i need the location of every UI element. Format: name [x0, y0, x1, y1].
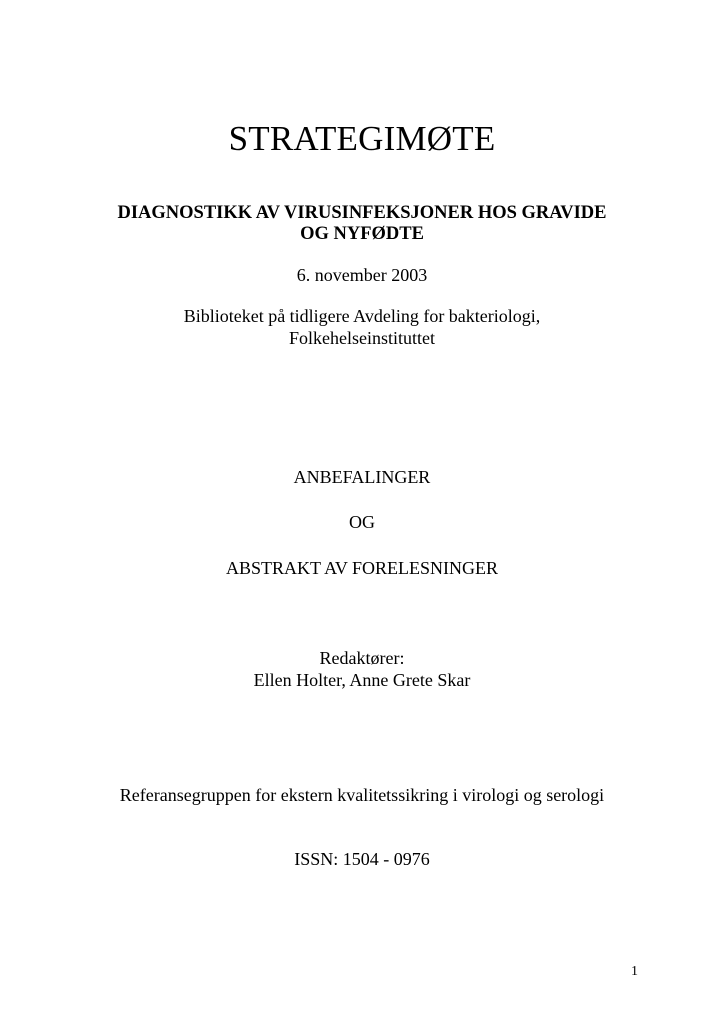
editors-label: Redaktører:: [319, 648, 405, 668]
recommendations-heading: ANBEFALINGER: [293, 467, 431, 487]
issn-number: ISSN: 1504 - 0976: [294, 849, 430, 869]
meeting-date: 6. november 2003: [296, 265, 428, 285]
editors-names: Ellen Holter, Anne Grete Skar: [253, 670, 471, 690]
conjunction-text: OG: [349, 512, 375, 532]
page-number: 1: [631, 964, 638, 979]
document-title: STRATEGIMØTE: [228, 119, 496, 158]
location-line-2: Folkehelseinstituttet: [289, 328, 435, 348]
subtitle-line-1: DIAGNOSTIKK AV VIRUSINFEKSJONER HOS GRAVIDE: [117, 203, 607, 223]
location-line-1: Biblioteket på tidligere Avdeling for bakteriologi,: [183, 306, 541, 326]
abstracts-heading: ABSTRAKT AV FORELESNINGER: [225, 558, 499, 578]
subtitle-line-2: OG NYFØDTE: [300, 224, 424, 244]
reference-group: Referansegruppen for ekstern kvalitetssikring i virologi og serologi: [119, 785, 605, 805]
